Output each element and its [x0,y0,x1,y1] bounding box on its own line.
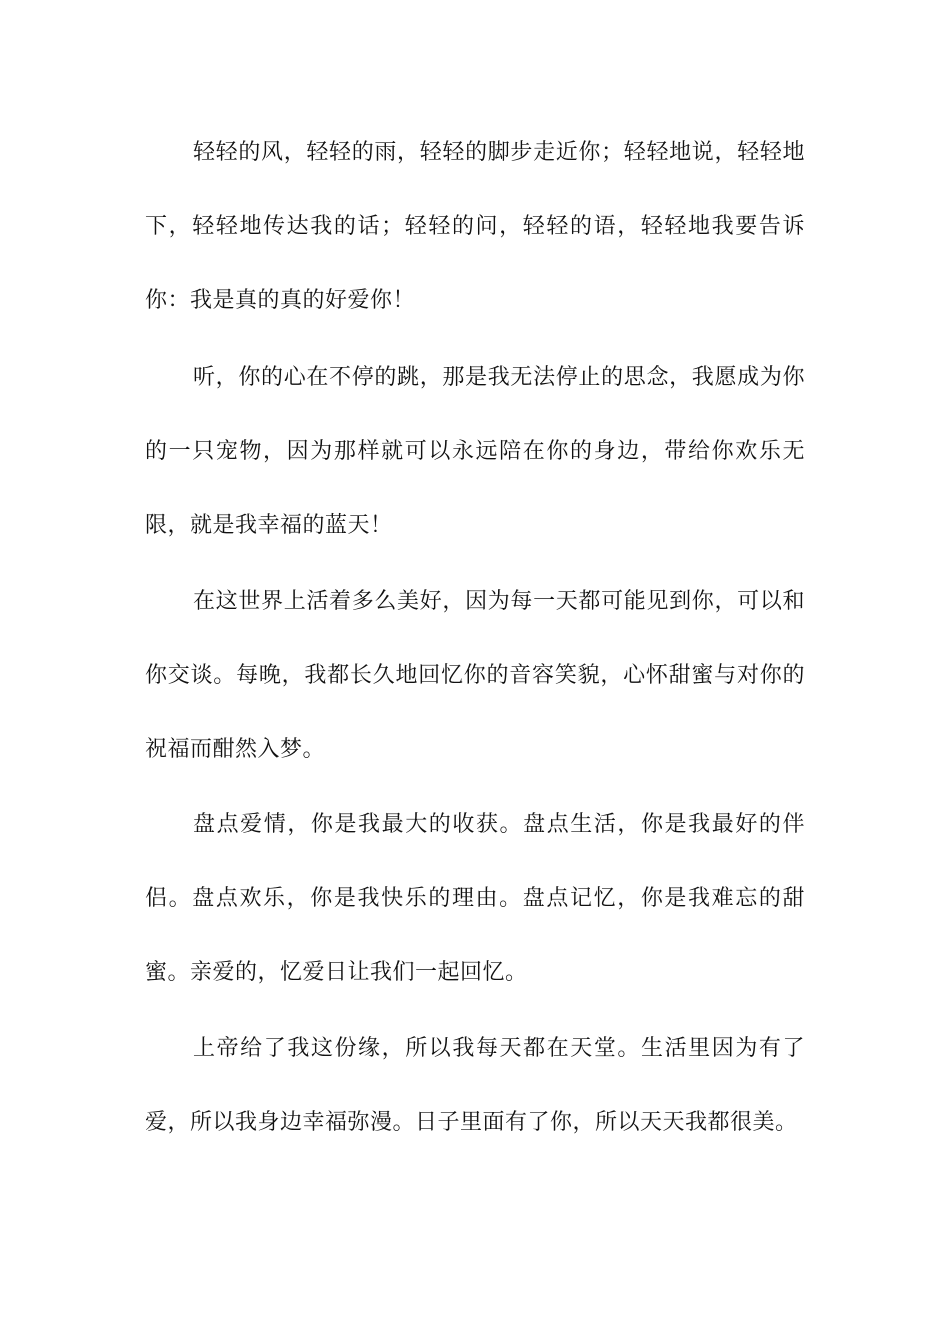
paragraph-5: 上帝给了我这份缘，所以我每天都在天堂。生活里因为有了爱，所以我身边幸福弥漫。日子里面有了你，所以天天我都很美。 [145,1036,805,1135]
paragraph-1: 轻轻的风，轻轻的雨，轻轻的脚步走近你；轻轻地说，轻轻地下，轻轻地传达我的话；轻轻的问，轻轻的语，轻轻地我要告诉你：我是真的真的好爱你！ [145,140,805,313]
paragraph-2: 听，你的心在不停的跳，那是我无法停止的思念，我愿成为你的一只宠物，因为那样就可以永远陪在你的身边，带给你欢乐无限，就是我幸福的蓝天！ [145,365,805,538]
paragraph-3: 在这世界上活着多么美好，因为每一天都可能见到你，可以和你交谈。每晚，我都长久地回忆你的音容笑貌，心怀甜蜜与对你的祝福而酣然入梦。 [145,589,805,762]
paragraph-4: 盘点爱情，你是我最大的收获。盘点生活，你是我最好的伴侣。盘点欢乐，你是我快乐的理由。盘点记忆，你是我难忘的甜蜜。亲爱的，忆爱日让我们一起回忆。 [145,812,805,985]
